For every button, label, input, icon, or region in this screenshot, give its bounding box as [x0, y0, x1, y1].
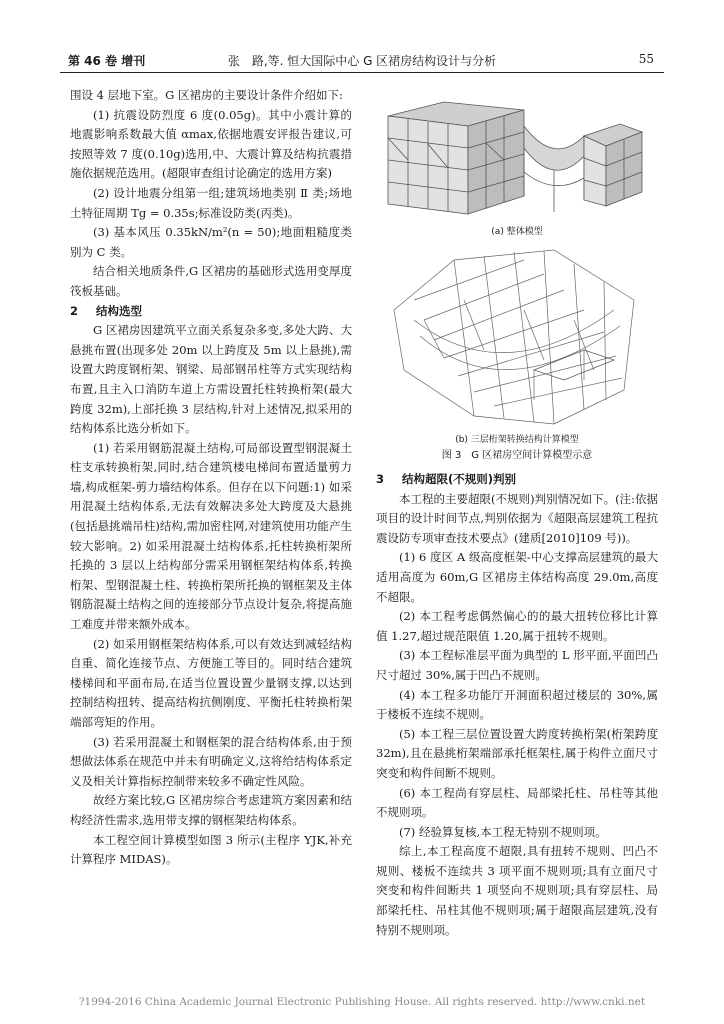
paragraph: 本工程的主要超限(不规则)判别情况如下。(注:依据项目的设计时间节点,判别依据为《超限高层建筑工程抗震设防专项审查技术要点》(建质[2010]109 号))。	[376, 491, 658, 545]
copyright-footer: ?1994-2016 China Academic Journal Electronic Publishing House. All rights reserved. http://www.cnki.net	[78, 996, 646, 1008]
paragraph: (2) 本工程考虑偶然偏心的的最大扭转位移比计算值 1.27,超过规范限值 1.20,属于扭转不规则。	[376, 609, 658, 643]
paragraph: 结合相关地质条件,G 区裙房的基础形式选用变厚度筏板基础。	[70, 264, 352, 298]
paragraph: (1) 抗震设防烈度 6 度(0.05g)。其中小震计算的地震影响系数最大值 αmax,依据地震安评报告建议,可按照等效 7 度(0.10g)选用,中、大震计算及结构抗震措施依据规范选用。(超限审查组讨论确定的选用方案)	[70, 107, 352, 181]
figure-3-caption: 图 3 G 区裙房空间计算模型示意	[441, 450, 593, 461]
paragraph: (6) 本工程尚有穿层柱、局部梁托柱、吊柱等其他不规则项。	[376, 785, 658, 820]
paragraph: (1) 6 度区 A 级高度框架-中心支撑高层建筑的最大适用高度为 60m,G 区裙房主体结构高度 29.0m,高度不超限。	[376, 550, 658, 604]
left-column	[70, 86, 352, 870]
journal-volume: 第 46 卷 增刊	[68, 54, 146, 68]
paragraph: (2) 如采用钢框架结构体系,可以有效达到减轻结构自重、简化连接节点、方便施工等目的。同时结合建筑楼梯间和平面布局,在适当位置设置少量钢支撑,以达到控制结构扭转、提高结构抗侧刚度、平衡托柱转换桁架端部弯矩的作用。	[70, 636, 352, 729]
figure-3b-caption: (b) 三层桁架转换结构计算模型	[455, 435, 579, 445]
paragraph: 故经方案比较,G 区裙房综合考虑建筑方案因素和结构经济性需求,选用带支撑的钢框架结构体系。	[70, 793, 352, 827]
paragraph: (1) 若采用钢筋混凝土结构,可局部设置型钢混凝土柱支承转换桁架,同时,结合建筑楼电梯间布置适量剪力墙,构成框架-剪力墙结构体系。但存在以下问题:1) 如采用混凝土结构体系,无法有效解决多处大跨度及大悬挑(包括悬挑端吊柱)结构,需加密柱网,对建筑使用功能产生较大影响。2) 如采用混凝土结构体系,托柱转换桁架所托换的 3 层以上结构部分需采用钢框架结构体系,转换桁架、型钢混凝土柱、转换桁架所托换的钢框架及主体钢筋混凝土结构之间的连接部分节点设计复杂,将提高施工难度并带来额外成本。	[70, 440, 352, 632]
paragraph: 本工程空间计算模型如图 3 所示(主程序 YJK,补充计算程序 MIDAS)。	[70, 832, 352, 867]
right-column	[376, 470, 658, 940]
section-heading	[70, 302, 352, 322]
paragraph: (3) 若采用混凝土和钢框架的混合结构体系,由于预想做法体系在规范中并未有明确定义,这将给结构体系定义及相关计算指标控制带来较多不确定性风险。	[70, 734, 352, 788]
figure-3a-caption: (a) 整体模型	[491, 227, 543, 237]
paragraph: (3) 基本风压 0.35kN/m²(n = 50);地面粗糙度类别为 C 类。	[70, 225, 352, 259]
paragraph: G 区裙房因建筑平立面关系复杂多变,多处大跨、大悬挑布置(出现多处 20m 以上跨度及 5m 以上悬挑),需设置大跨度钢桁架、钢梁、局部钢吊柱等方式实现结构布置,且主入口消防车道上方需设置托柱转换桁架(最大跨度 32m),上部托换 3 层结构,针对上述情况,拟采用的结构体系比选分析如下。	[70, 323, 352, 436]
paragraph: (4) 本工程多功能厅开洞面积超过楼层的 30%,属于楼板不连续不规则。	[376, 687, 658, 722]
figure-3a-overall-model	[384, 96, 646, 220]
page-number: 55	[638, 52, 654, 66]
page-header	[0, 0, 724, 80]
header-rule	[60, 72, 664, 73]
section-number: 3	[376, 472, 385, 486]
paragraph: 围设 4 层地下室。G 区裙房的主要设计条件介绍如下:	[70, 88, 343, 102]
running-title: 张 路,等. 恒大国际中心 G 区裙房结构设计与分析	[227, 54, 497, 68]
section-heading	[376, 470, 658, 490]
section-title: 结构超限(不规则)判别	[402, 472, 517, 486]
section-title: 结构选型	[96, 303, 142, 318]
paragraph: (7) 经验算复核,本工程无特别不规则项。	[399, 824, 607, 839]
paragraph: (2) 设计地震分组第一组;建筑场地类别 Ⅱ 类;场地土特征周期 Tg = 0.35s;标准设防类(丙类)。	[70, 185, 352, 220]
figure-3b-truss-model	[384, 240, 646, 428]
paragraph: (3) 本工程标准层平面为典型的 L 形平面,平面凹凸尺寸超过 30%,属于凹凸不规则。	[376, 648, 658, 682]
paragraph: 综上,本工程高度不超限,具有扭转不规则、凹凸不规则、楼板不连续共 3 项平面不规则项;具有立面尺寸突变和构件间断共 1 项竖向不规则项;具有穿层柱、局部梁托柱、吊柱其他不规则项;属于超限高层建筑,没有特别不规则项。	[376, 844, 658, 937]
paragraph: (5) 本工程三层位置设置大跨度转换桁架(桁架跨度 32m),且在悬挑桁架端部承托框架柱,属于构件立面尺寸突变和构件间断不规则。	[376, 726, 658, 780]
section-number: 2	[70, 303, 79, 318]
